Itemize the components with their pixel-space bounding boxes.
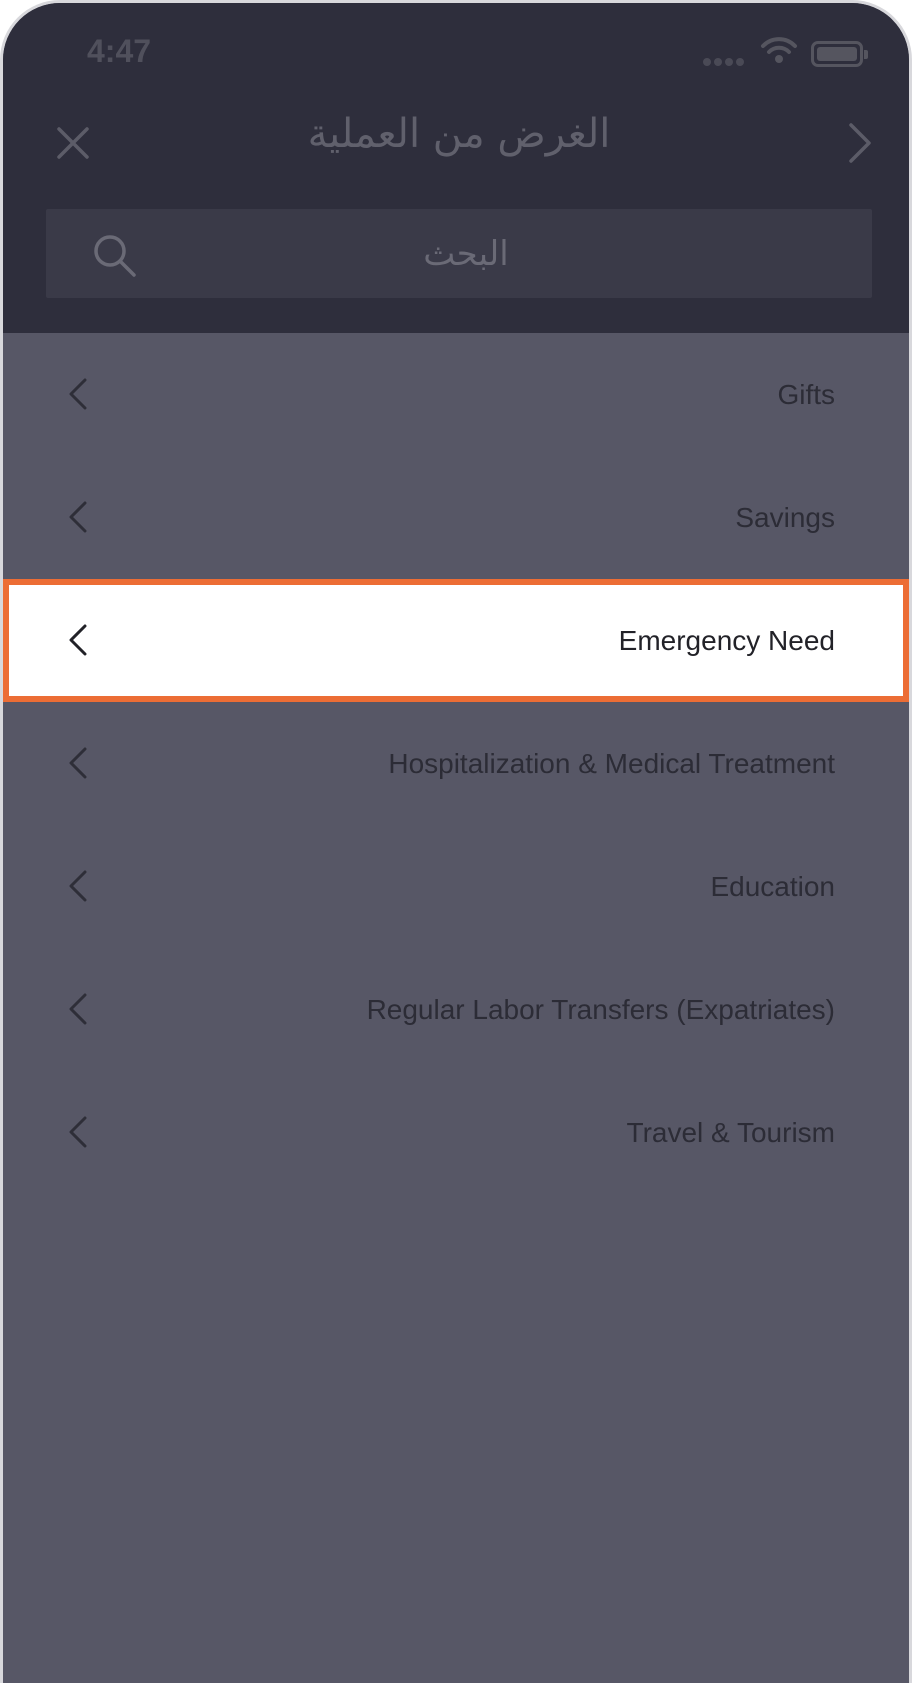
chevron-left-icon [67,500,89,534]
chevron-left-icon [67,377,89,411]
purpose-row-savings[interactable] [3,456,909,579]
battery-icon [811,41,863,67]
purpose-list [3,333,909,1194]
purpose-label: Travel & Tourism [626,1117,835,1148]
purpose-row-gifts[interactable] [3,333,909,456]
purpose-label: Gifts [777,379,835,410]
status-bar [3,3,909,103]
purpose-row-labor-transfers[interactable] [3,948,909,1071]
header-area [3,3,909,333]
purpose-label: Savings [735,502,835,533]
chevron-left-icon [67,992,89,1026]
search-bar [46,209,872,298]
purpose-label: Regular Labor Transfers (Expatriates) [366,994,835,1025]
search-icon[interactable] [92,233,138,283]
back-button[interactable] [843,121,879,165]
signal-icon [703,51,753,61]
chevron-left-icon [67,1115,89,1149]
purpose-label: Hospitalization & Medical Treatment [388,748,835,779]
close-icon [53,123,93,163]
purpose-row-travel[interactable] [3,1071,909,1194]
chevron-left-icon [67,746,89,780]
purpose-label: Emergency Need [618,625,835,656]
purpose-row-emergency-need[interactable] [3,579,909,702]
chevron-left-icon [67,623,89,657]
search-input[interactable] [166,209,766,298]
page-title: الغرض من العملية [307,111,611,157]
purpose-row-education[interactable] [3,825,909,948]
chevron-right-icon [843,121,879,165]
wifi-icon [759,35,799,69]
status-time: 4:47 [87,33,152,69]
purpose-label: Education [710,871,835,902]
purpose-row-hospitalization[interactable] [3,702,909,825]
chevron-left-icon [67,869,89,903]
close-button[interactable] [53,123,93,163]
nav-bar [3,103,909,193]
